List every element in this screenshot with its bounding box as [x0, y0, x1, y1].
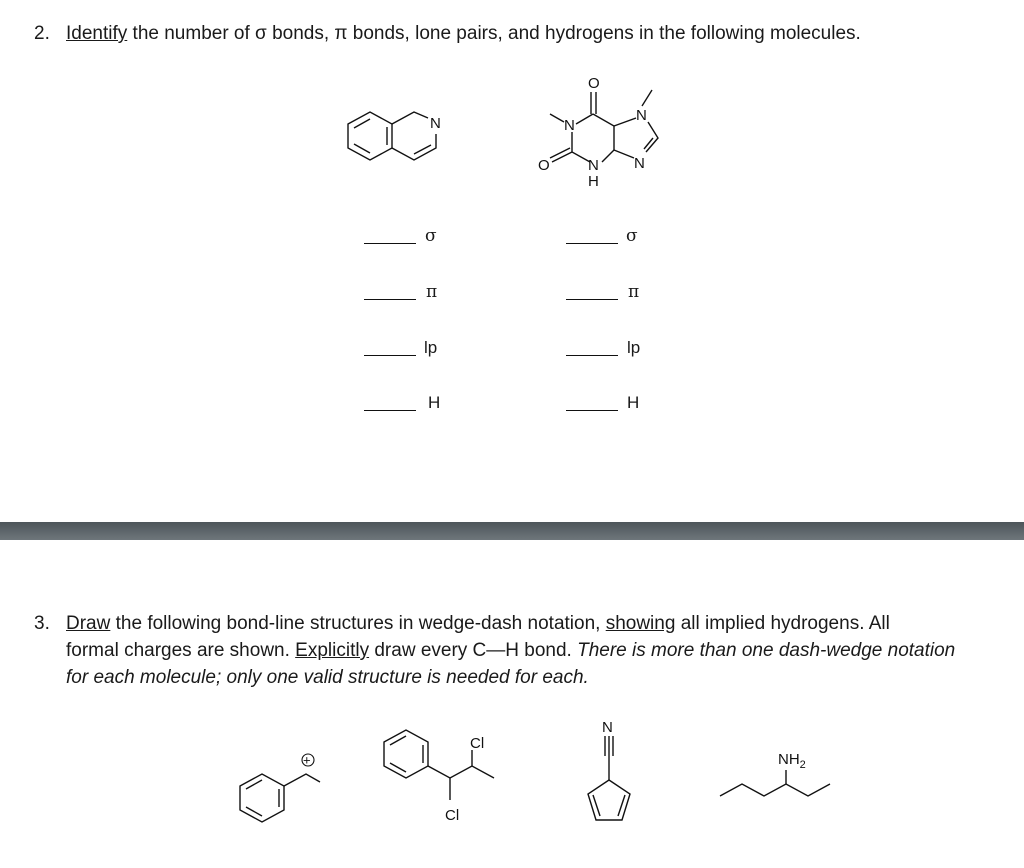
h-label-2: H — [627, 393, 640, 412]
nitrile-n-label: N — [602, 719, 613, 736]
pi-blank-1[interactable] — [364, 299, 416, 300]
caffeine-n1-label: N — [564, 117, 575, 134]
identify-word: Identify — [66, 23, 128, 44]
caffeine-structure — [530, 72, 670, 192]
question-3-text-4: draw every C—H bond. — [369, 640, 578, 661]
benzyl-cation-structure — [232, 748, 332, 828]
isoquinoline-structure — [340, 104, 460, 174]
question-2-number: 2. — [34, 23, 50, 44]
pi-label-1: π — [426, 282, 438, 302]
question-2-body: the number of σ bonds, π bonds, lone pairs, and hydrogens in the following molecules. — [127, 23, 861, 44]
showing-word: showing — [605, 613, 676, 634]
question-3-line-2 — [34, 637, 1006, 664]
caffeine-n3-label: N — [588, 157, 599, 174]
question-3-line-3: for each molecule; only one valid structure is needed for each. — [66, 667, 589, 688]
dichloro-structure — [376, 730, 506, 830]
caffeine-n3-h-label: H — [588, 173, 599, 190]
h-label-1: H — [428, 393, 441, 412]
amine-structure — [716, 748, 846, 808]
sigma-blank-1[interactable] — [364, 243, 416, 244]
explicitly-word: Explicitly — [295, 640, 370, 661]
nh2-label: $NH_2$ — [778, 751, 806, 771]
sigma-label-1: σ — [425, 226, 437, 246]
question-3-text-2: all implied hydrogens. All — [675, 613, 890, 634]
h-blank-2[interactable] — [566, 410, 618, 411]
h-blank-1[interactable] — [364, 410, 416, 411]
lp-label-1: lp — [424, 338, 438, 357]
cl-bottom-label: Cl — [445, 807, 460, 824]
question-3-text-3: formal charges are shown. — [66, 640, 296, 661]
cyclopentadiene-nitrile-structure — [580, 718, 640, 828]
lp-blank-1[interactable] — [364, 355, 416, 356]
sigma-blank-2[interactable] — [566, 243, 618, 244]
pi-label-2: π — [628, 282, 640, 302]
question-3-text — [34, 610, 1006, 691]
question-3-text-1: the following bond-line structures in wedge-dash notation, — [110, 613, 606, 634]
question-2-text — [34, 20, 994, 47]
plus-charge-label: + — [303, 752, 311, 768]
draw-word: Draw — [66, 613, 111, 634]
caffeine-n9-label: N — [634, 155, 645, 172]
question-3-number: 3. — [34, 613, 50, 634]
sigma-label-2: σ — [626, 226, 638, 246]
pi-blank-2[interactable] — [566, 299, 618, 300]
lp-label-2: lp — [627, 338, 641, 357]
caffeine-top-o-label: O — [588, 75, 600, 92]
isoquinoline-n-label: N — [430, 115, 441, 132]
cl-top-label: Cl — [470, 735, 485, 752]
lp-blank-2[interactable] — [566, 355, 618, 356]
question-3-text-5: There is more than one dash-wedge notation — [577, 640, 956, 661]
caffeine-left-o-label: O — [538, 157, 550, 174]
caffeine-n7-label: N — [636, 107, 647, 124]
section-divider — [0, 522, 1024, 540]
question-3-line-1 — [34, 610, 1006, 637]
